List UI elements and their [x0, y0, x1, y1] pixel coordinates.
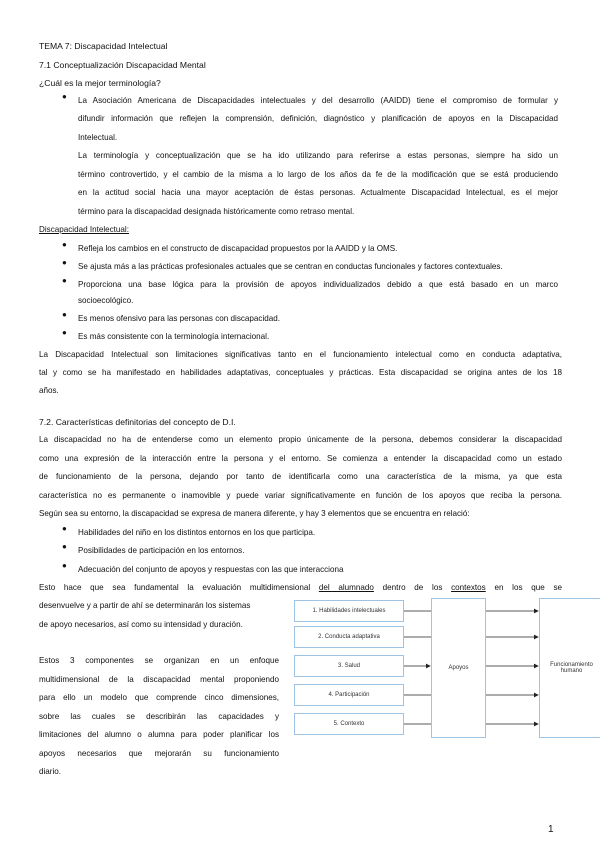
evaluation-line: de apoyo necesarios, así como su intensidad y duración.: [39, 620, 243, 629]
dimension-box-participacion: 4. Participación: [294, 684, 404, 706]
di-bullet-continuation: socioecológico.: [78, 296, 134, 305]
aaidd-line: término para la discapacidad designada históricamente como retraso mental.: [78, 207, 355, 216]
components-line: multidimensional de la discapacidad mental proponiendo: [39, 675, 279, 684]
page-number: 1: [548, 824, 554, 835]
bullet-dot: ●: [62, 524, 67, 533]
di-bullet: Se ajusta más a las prácticas profesionales actuales que se centran en conductas funcionales y factores contextuales.: [78, 262, 503, 271]
components-line: para ello un modelo que comprende cinco dimensiones,: [39, 693, 279, 702]
bullet-dot: ●: [62, 542, 67, 551]
aaidd-line: en la actitud social hacia una mayor aceptación de éstas personas. Actualmente Discapacidad Intelectual, es el mejor: [78, 188, 558, 197]
section-heading-7-1: 7.1 Conceptualización Discapacidad Mental: [39, 60, 206, 70]
aaidd-line: término controvertido, y el cambio de la misma a lo largo de los años da fe de la modificación que se está produciendo: [78, 170, 558, 179]
evaluation-text: en los que se: [485, 583, 562, 592]
bullet-dot: ●: [62, 328, 67, 337]
di-heading: Discapacidad Intelectual:: [39, 225, 129, 234]
evaluation-text: Esto hace que sea fundamental la evaluación multidimensional: [39, 583, 319, 592]
section-2-line: de funcionamiento de la persona, dejando por tanto de identificarla como una característica de la misma, ya que esta: [39, 472, 562, 481]
di-bullet: Proporciona una base lógica para la provisión de apoyos individualizados debido a que está basado en un marco: [78, 280, 558, 289]
components-line: Estos 3 componentes se organizan en un enfoque: [39, 656, 279, 665]
section-2-line: La discapacidad no ha de entenderse como un elemento propio únicamente de la persona, debemos considerar la discapacidad: [39, 435, 562, 444]
element-item: Adecuación del conjunto de apoyos y respuestas con las que interacciona: [78, 565, 344, 574]
aaidd-line: La Asociación Americana de Discapacidades intelectuales y del desarrollo (AAIDD) tiene el compromiso de formular y: [78, 96, 558, 105]
dimension-box-contexto: 5. Contexto: [294, 713, 404, 735]
bullet-dot: ●: [62, 258, 67, 267]
bullet-dot: ●: [62, 276, 67, 285]
element-item: Posibilidades de participación en los entornos.: [78, 546, 245, 555]
bullet-dot: ●: [62, 561, 67, 570]
aaidd-line: difundir información que reflejen la comprensión, definición, diagnóstico y planificación de apoyos en la Discapacidad: [78, 114, 558, 123]
underlined-alumnado: del alumnado: [318, 583, 374, 592]
evaluation-text: dentro de los: [373, 583, 452, 592]
outcome-box: Funcionamiento humano: [539, 598, 600, 738]
dimension-box-conducta: 2. Conducta adaptativa: [294, 626, 404, 648]
components-line: sobre las cuales se describirán las capacidades y: [39, 712, 279, 721]
components-line: limitaciones del alumno o alumna para poder planificar los: [39, 730, 279, 739]
aaidd-line: La terminología y conceptualización que se ha ido utilizando para referirse a estas personas, siempre ha sido un: [78, 151, 558, 160]
di-bullet: Refleja los cambios en el constructo de discapacidad propuestos por la AAIDD y la OMS.: [78, 244, 398, 253]
underlined-contextos: contextos: [451, 583, 486, 592]
evaluation-line: desenvuelve y a partir de ahí se determinarán los sistemas: [39, 601, 251, 610]
section-2-line: característica no es permanente o inamovible y puede variar significativamente en función de los apoyos que reciba la persona.: [39, 491, 562, 500]
aaidd-line: Intelectual.: [78, 133, 118, 142]
dimension-box-habilidades: 1. Habilidades intelectuales: [294, 600, 404, 622]
bullet-dot: ●: [62, 92, 67, 101]
support-box: Apoyos: [431, 598, 486, 738]
bullet-dot: ●: [62, 310, 67, 319]
di-bullet: Es más consistente con la terminología internacional.: [78, 332, 270, 341]
section-2-line: como una expresión de la interacción entre la persona y el entorno. Se comienza a entender la discapacidad como un estado: [39, 454, 562, 463]
components-line: apoyos necesarios que mejorarán su funcionamiento: [39, 749, 279, 758]
definition-line: La Discapacidad Intelectual son limitaciones significativas tanto en el funcionamiento intelectual como en conducta adaptativa,: [39, 350, 562, 359]
components-line: diario.: [39, 767, 62, 776]
section-heading-7-2: 7.2. Características definitorias del concepto de D.I.: [39, 417, 236, 427]
document-title: TEMA 7: Discapacidad Intelectual: [39, 41, 168, 51]
definition-line: tal y como se ha manifestado en habilidades adaptativas, conceptuales y prácticas. Esta discapacidad se origina antes de los 18: [39, 368, 562, 377]
dimension-box-salud: 3. Salud: [294, 655, 404, 677]
element-item: Habilidades del niño en los distintos entornos en los que participa.: [78, 528, 316, 537]
terminology-question: ¿Cuál es la mejor terminología?: [39, 78, 161, 88]
definition-line: años.: [39, 386, 59, 395]
section-2-line: Según sea su entorno, la discapacidad se expresa de manera diferente, y hay 3 elementos que se encuentra en relació:: [39, 509, 470, 518]
di-bullet: Es menos ofensivo para las personas con discapacidad.: [78, 314, 281, 323]
bullet-dot: ●: [62, 240, 67, 249]
